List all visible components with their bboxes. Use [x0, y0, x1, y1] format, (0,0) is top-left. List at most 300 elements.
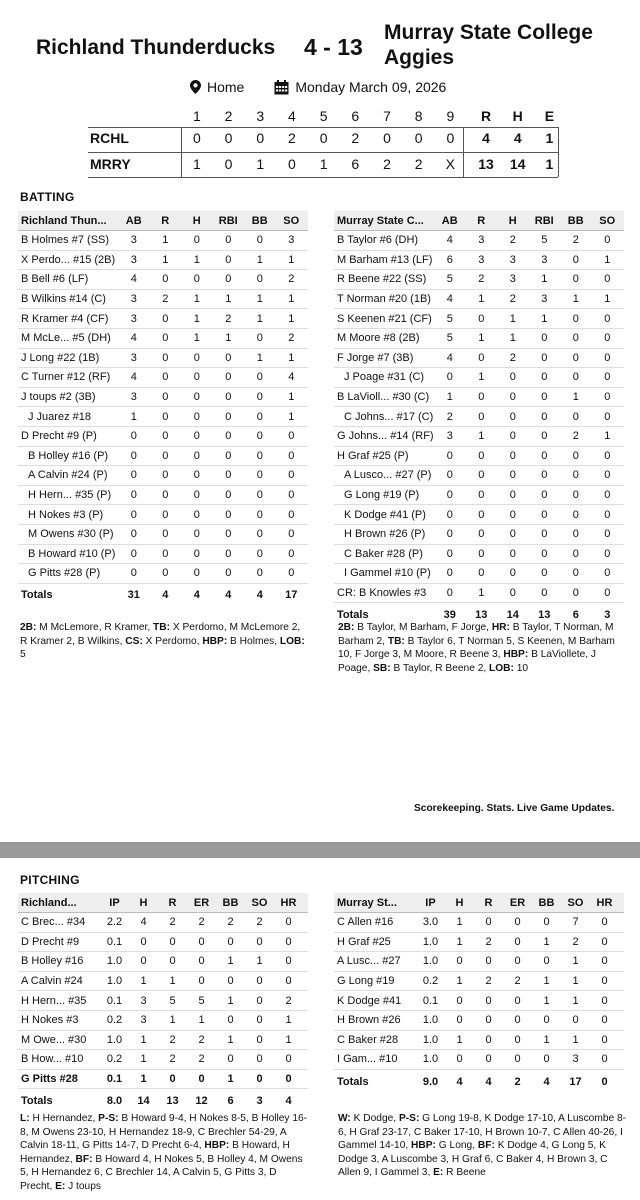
stat-cell: 0 [601, 916, 608, 929]
stat-cell: 0 [227, 1053, 234, 1066]
stat-cell: 0.2 [106, 1014, 123, 1027]
stat-cell: 1 [140, 1073, 147, 1086]
player-name: M Barham #13 (LF) [337, 253, 433, 266]
stat-cell: 0 [478, 508, 485, 521]
player-name: H Graf #25 [337, 935, 391, 948]
stat-cell: 2 [198, 1053, 205, 1066]
totals-cell: 13 [166, 1095, 179, 1108]
stat-cell: 3 [541, 253, 548, 266]
column-header: R [161, 214, 170, 227]
totals-label: Totals [21, 1095, 53, 1108]
stat-cell: 4 [446, 293, 453, 306]
table-row [334, 991, 624, 1011]
totals-cell: 4 [285, 1095, 292, 1108]
stat-cell: 1 [198, 1014, 205, 1027]
player-name: C Baker #28 [337, 1033, 399, 1046]
table-row [334, 251, 624, 271]
note-text: B Taylor, T Norman, M Barham 2, [338, 622, 614, 647]
table-team-name: Murray State C... [337, 214, 424, 227]
inning-header: 6 [351, 108, 360, 124]
stat-cell: 0 [514, 1033, 521, 1046]
stat-cell: 0 [162, 351, 169, 364]
table-row [18, 972, 308, 992]
inning-header: 5 [319, 108, 328, 124]
player-name: M McLe... #5 (DH) [21, 332, 111, 345]
stat-cell: 0 [509, 430, 516, 443]
location-label: Home [207, 79, 245, 95]
stat-cell: 0 [446, 449, 453, 462]
totals-cell: 13 [475, 609, 488, 622]
stat-cell: 0 [285, 955, 292, 968]
stat-cell: 3 [572, 1053, 579, 1066]
inning-runs: 6 [351, 156, 360, 172]
column-header: BB [251, 214, 268, 227]
table-row [334, 1050, 624, 1070]
stat-cell: 0 [604, 351, 611, 364]
stat-cell: 0 [541, 567, 548, 580]
stat-cell: 0 [509, 586, 516, 599]
rhe-header: E [544, 108, 555, 124]
stat-cell: 0 [256, 935, 263, 948]
stat-cell: 0.2 [106, 1053, 123, 1066]
stat-cell: 0 [541, 371, 548, 384]
stat-cell: 2 [198, 916, 205, 929]
table-row [334, 407, 624, 427]
player-name: K Dodge #41 [337, 994, 402, 1007]
game-header [0, 0, 640, 80]
totals-cell: 4 [256, 589, 263, 602]
note-label: W: [338, 1113, 351, 1124]
linescore-divider [463, 127, 464, 177]
stat-cell: 1 [288, 410, 295, 423]
table-row [334, 913, 624, 933]
note-label: TB: [153, 622, 171, 633]
stat-cell: 0 [572, 508, 579, 521]
column-header: ER [509, 896, 526, 909]
stat-cell: 3 [130, 312, 137, 325]
player-name: A Lusc... #27 [337, 955, 401, 968]
inning-runs: 0 [319, 130, 328, 146]
note-text: B LaViollete, J Poage, [338, 649, 597, 674]
table-row [334, 368, 624, 388]
inning-runs: 2 [351, 130, 360, 146]
player-name: F Jorge #7 (3B) [337, 351, 414, 364]
table-team-name: Murray St... [337, 896, 397, 909]
inning-header: 7 [383, 108, 391, 124]
errors-total: 1 [545, 130, 554, 146]
inning-runs: 1 [256, 156, 265, 172]
stat-cell: 3.0 [422, 916, 439, 929]
note-label: HBP: [204, 1140, 230, 1151]
note-text: G Long 19-8, K Dodge 17-10, A Luscombe 8-6, H Graf 23-17, C Baker 17-10, H Brown 10-7, C Allen 40-26, I Gammel 14-10, [338, 1113, 627, 1151]
table-row [18, 952, 308, 972]
inning-runs: 0 [288, 156, 296, 172]
note-label: CS: [125, 635, 143, 647]
stat-cell: 0 [478, 312, 485, 325]
stat-cell: 4 [288, 371, 295, 384]
stat-cell: 2 [198, 1033, 205, 1046]
note-text: X Perdomo, [142, 635, 203, 647]
stat-cell: 0 [604, 528, 611, 541]
player-name: R Beene #22 (SS) [337, 273, 427, 286]
totals-cell: 17 [285, 589, 298, 602]
stat-cell: 0 [572, 410, 579, 423]
table-row [18, 270, 308, 290]
table-header-row [18, 893, 308, 913]
stat-cell: 0 [225, 469, 232, 482]
stat-cell: 6 [446, 253, 453, 266]
stat-cell: 1 [285, 1033, 292, 1046]
home-pitching-table [334, 893, 624, 1091]
table-row [334, 349, 624, 369]
stat-cell: 0 [485, 916, 492, 929]
inning-runs: 0 [224, 156, 233, 172]
table-row [334, 933, 624, 953]
stat-cell: 0 [162, 332, 169, 345]
stat-cell: 0 [604, 273, 611, 286]
stat-cell: 1 [572, 1033, 579, 1046]
table-team-name: Richland... [21, 896, 77, 909]
stat-cell: 0 [256, 528, 263, 541]
stat-cell: 0 [478, 410, 485, 423]
note-label: LOB: [489, 662, 514, 674]
stat-cell: 0 [162, 410, 169, 423]
stat-cell: 3 [130, 234, 137, 247]
stat-cell: 0 [541, 489, 548, 502]
stat-cell: 0 [446, 528, 453, 541]
note-text: B Howard 9-4, H Nokes 8-5, B Holley 16-8, M Owens 23-10, H Hernandez 18-9, C Brechler 54-29, A Calvin 18-11, G Pitts 14-7, D Precht 6-4, [20, 1113, 308, 1151]
stat-cell: 0 [193, 489, 200, 502]
table-row [334, 545, 624, 565]
column-header: BB [538, 896, 555, 909]
player-name: B Holley #16 (P) [28, 449, 109, 462]
stat-cell: 0 [193, 508, 200, 521]
stat-cell: 0 [509, 489, 516, 502]
stat-cell: 0 [225, 489, 232, 502]
stat-cell: 1.0 [106, 1033, 123, 1046]
stat-cell: 2 [169, 916, 176, 929]
stat-cell: 0 [509, 371, 516, 384]
totals-label: Totals [21, 589, 53, 602]
stat-cell: 3 [541, 293, 548, 306]
stat-cell: 1 [543, 994, 550, 1007]
table-row [18, 545, 308, 565]
stat-cell: 0 [140, 935, 147, 948]
stat-cell: 1 [543, 935, 550, 948]
stat-cell: 0 [162, 391, 169, 404]
column-header: H [139, 896, 148, 909]
stat-cell: 2 [288, 332, 295, 345]
player-name: S Keenen #21 (CF) [337, 312, 432, 325]
stat-cell: 0 [604, 371, 611, 384]
player-name: A Lusco... #27 (P) [344, 469, 432, 482]
stat-cell: 1.0 [422, 1053, 439, 1066]
table-row [18, 251, 308, 271]
stat-cell: 1 [227, 1033, 234, 1046]
stat-cell: 0 [162, 547, 169, 560]
stat-cell: 0 [604, 547, 611, 560]
stat-cell: 0 [572, 586, 579, 599]
note-text: H Hernandez, [29, 1113, 99, 1124]
stat-cell: 0 [130, 469, 137, 482]
note-label: BF: [477, 1140, 495, 1151]
totals-cell: 4 [543, 1075, 550, 1088]
stat-cell: 0 [256, 567, 263, 580]
table-row [334, 952, 624, 972]
stat-cell: 0 [285, 916, 292, 929]
stat-cell: 0.1 [422, 994, 439, 1007]
player-name: I Gam... #10 [337, 1053, 398, 1066]
stat-cell: 0.1 [106, 935, 123, 948]
column-header: H [508, 214, 517, 227]
stat-cell: 2 [509, 351, 516, 364]
stat-cell: 0 [193, 371, 200, 384]
stat-cell: 0 [541, 469, 548, 482]
stat-cell: 2 [478, 273, 485, 286]
stat-cell: 0 [572, 332, 579, 345]
errors-total: 1 [545, 156, 554, 172]
column-header: SO [567, 896, 584, 909]
stat-cell: 0 [285, 975, 292, 988]
table-row [18, 505, 308, 525]
stat-cell: 1.0 [106, 975, 123, 988]
inning-header: 4 [288, 108, 296, 124]
stat-cell: 4 [140, 916, 147, 929]
stat-cell: 0 [601, 994, 608, 1007]
column-header: H [455, 896, 464, 909]
column-header: RBI [218, 214, 238, 227]
totals-cell: 0 [601, 1075, 608, 1088]
note-text: B Taylor 6, T Norman 5, S Keenen, M Barham 10, F Jorge 3, M Moore, R Beene 3, [338, 635, 615, 660]
stat-cell: 5 [541, 234, 548, 247]
stat-cell: 2 [227, 916, 234, 929]
note-label: HBP: [411, 1140, 436, 1151]
stat-cell: 0 [572, 273, 579, 286]
stat-cell: 1 [456, 975, 463, 988]
note-label: TB: [387, 635, 405, 647]
player-name: C Baker #28 (P) [344, 547, 423, 560]
stat-cell: 0 [193, 528, 200, 541]
stat-cell: 0 [446, 469, 453, 482]
column-header: BB [222, 896, 239, 909]
stat-cell: 0 [162, 469, 169, 482]
stat-cell: 1.0 [422, 955, 439, 968]
stat-cell: 0 [198, 975, 205, 988]
stat-cell: 0 [514, 1014, 521, 1027]
table-row [18, 407, 308, 427]
totals-cell: 4 [485, 1075, 492, 1088]
stat-cell: 0 [541, 508, 548, 521]
stat-cell: 0 [509, 547, 516, 560]
player-name: J Long #22 (1B) [21, 351, 100, 364]
column-header: SO [599, 214, 616, 227]
stat-cell: 0 [256, 975, 263, 988]
home-batting-table [334, 211, 624, 625]
stat-cell: 0 [601, 1014, 608, 1027]
note-label: HR: [491, 622, 510, 633]
stat-cell: 0 [256, 273, 263, 286]
table-row [334, 290, 624, 310]
inning-runs: 0 [224, 130, 233, 146]
stat-cell: 1.0 [422, 1014, 439, 1027]
inning-header: 3 [256, 108, 265, 124]
column-header: HR [596, 896, 613, 909]
stat-cell: 2 [285, 994, 292, 1007]
pitching-title: PITCHING [20, 873, 80, 887]
stat-cell: 2 [288, 273, 295, 286]
stat-cell: 0 [169, 1073, 176, 1086]
stat-cell: 0 [162, 567, 169, 580]
inning-runs: 0 [383, 130, 391, 146]
player-name: H Hern... #35 (P) [28, 489, 112, 502]
stat-cell: 1 [256, 253, 263, 266]
note-label: HBP: [202, 635, 228, 647]
stat-cell: 0 [456, 1053, 463, 1066]
player-name: M Owens #30 (P) [28, 528, 114, 541]
note-label: LOB: [279, 635, 305, 647]
column-header: BB [567, 214, 584, 227]
stat-cell: 1 [285, 1014, 292, 1027]
stat-cell: 0 [601, 975, 608, 988]
linescore-team-abbr: RCHL [90, 130, 129, 146]
note-text: 5 [20, 649, 26, 660]
table-row [18, 388, 308, 408]
stat-cell: 2 [169, 1053, 176, 1066]
stat-cell: 2 [485, 975, 492, 988]
column-header: HR [280, 896, 297, 909]
player-name: B How... #10 [21, 1053, 84, 1066]
stat-cell: 4 [130, 332, 137, 345]
stat-cell: 0 [541, 528, 548, 541]
stat-cell: 2.2 [106, 916, 123, 929]
inning-runs: 0 [192, 130, 201, 146]
note-text: 10 [513, 662, 529, 674]
stat-cell: 0 [604, 489, 611, 502]
stat-cell: 3 [288, 234, 295, 247]
stat-cell: 0 [162, 430, 169, 443]
stat-cell: 0 [509, 449, 516, 462]
stat-cell: 3 [446, 430, 453, 443]
stat-cell: 0 [162, 371, 169, 384]
player-name: B Holley #16 [21, 955, 84, 968]
totals-cell: 2 [514, 1075, 521, 1088]
stat-cell: 1 [478, 293, 485, 306]
stat-cell: 5 [446, 312, 453, 325]
player-name: A Calvin #24 (P) [28, 469, 108, 482]
stat-cell: 0 [198, 935, 205, 948]
stat-cell: 0 [485, 1053, 492, 1066]
stat-cell: 1 [509, 312, 516, 325]
stat-cell: 0 [225, 410, 232, 423]
stat-cell: 1 [288, 253, 295, 266]
stat-cell: 3 [478, 253, 485, 266]
totals-cell: 39 [443, 609, 456, 622]
stat-cell: 0 [446, 508, 453, 521]
stat-cell: 0 [541, 410, 548, 423]
stat-cell: 3 [130, 253, 137, 266]
stat-cell: 1 [288, 351, 295, 364]
table-row [334, 388, 624, 408]
stat-cell: 0 [541, 391, 548, 404]
stat-cell: 3 [140, 994, 147, 1007]
stat-cell: 0 [509, 508, 516, 521]
stat-cell: 0 [169, 935, 176, 948]
stat-cell: 0 [130, 508, 137, 521]
stat-cell: 0 [193, 567, 200, 580]
totals-cell: 14 [506, 609, 519, 622]
stat-cell: 0 [225, 371, 232, 384]
stat-cell: 0 [572, 1014, 579, 1027]
table-row [334, 564, 624, 584]
player-name: B Bell #6 (LF) [21, 273, 89, 286]
stat-cell: 0.2 [422, 975, 439, 988]
stat-cell: 0 [514, 1053, 521, 1066]
player-name: G Pitts #28 (P) [28, 567, 101, 580]
stat-cell: 0 [193, 234, 200, 247]
note-text: G Long, [435, 1140, 478, 1151]
player-name: D Precht #9 [21, 935, 80, 948]
table-header-row [334, 211, 624, 231]
home-batting-notes [338, 621, 628, 675]
stat-cell: 0 [604, 469, 611, 482]
stat-cell: 1 [572, 391, 579, 404]
stat-cell: 0 [256, 1053, 263, 1066]
stat-cell: 1 [604, 430, 611, 443]
player-name: B LaVioll... #30 (C) [337, 391, 430, 404]
player-name: H Hern... #35 [21, 994, 87, 1007]
stat-cell: 0 [478, 489, 485, 502]
note-label: P-S: [98, 1113, 119, 1124]
stat-cell: 1 [543, 1033, 550, 1046]
stat-cell: 0 [572, 253, 579, 266]
table-row [334, 309, 624, 329]
stat-cell: 0 [285, 1053, 292, 1066]
player-name: G Long #19 (P) [344, 489, 420, 502]
stat-cell: 2 [572, 234, 579, 247]
stat-cell: 1 [169, 1014, 176, 1027]
totals-row [18, 1091, 308, 1111]
stat-cell: 0 [509, 469, 516, 482]
table-row [334, 486, 624, 506]
stat-cell: 0 [541, 586, 548, 599]
table-row [334, 1011, 624, 1031]
column-header: H [192, 214, 201, 227]
table-row [334, 447, 624, 467]
stat-cell: 0 [478, 391, 485, 404]
table-row [18, 231, 308, 251]
stat-cell: 0 [227, 935, 234, 948]
stat-cell: 0 [193, 547, 200, 560]
stat-cell: 0 [601, 955, 608, 968]
stat-cell: 0 [162, 528, 169, 541]
player-name: C Turner #12 (RF) [21, 371, 111, 384]
stat-cell: 0 [256, 489, 263, 502]
totals-cell: 31 [127, 589, 140, 602]
stat-cell: 0 [225, 391, 232, 404]
table-row [334, 231, 624, 251]
stat-cell: 0 [572, 371, 579, 384]
table-row [18, 309, 308, 329]
stat-cell: 0 [541, 449, 548, 462]
stat-cell: 0 [446, 371, 453, 384]
stat-cell: 1 [572, 293, 579, 306]
rhe-header: H [512, 108, 523, 124]
inning-runs: 2 [414, 156, 423, 172]
note-label: L: [20, 1113, 30, 1124]
stat-cell: 0 [543, 1053, 550, 1066]
stat-cell: 1 [572, 955, 579, 968]
totals-cell: 4 [225, 589, 232, 602]
